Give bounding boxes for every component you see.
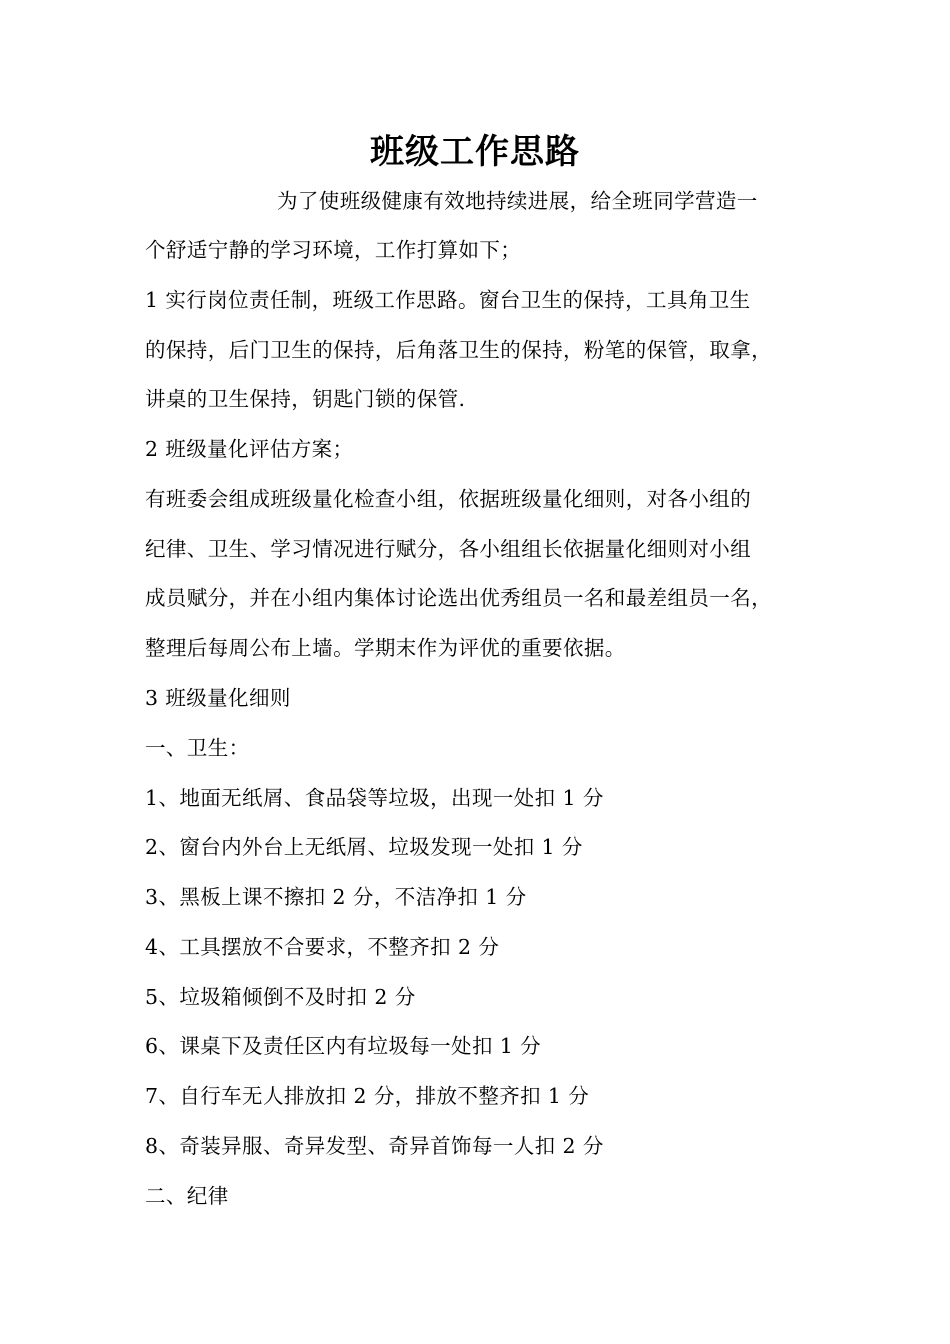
list-item: 4、工具摆放不合要求，不整齐扣 2 分: [145, 935, 500, 959]
section-heading: 2 班级量化评估方案；: [145, 437, 354, 461]
subsection-heading: 二、纪律: [145, 1184, 229, 1208]
list-item: 8、奇装异服、奇异发型、奇异首饰每一人扣 2 分: [145, 1134, 604, 1158]
list-item: 6、课桌下及责任区内有垃圾每一处扣 1 分: [145, 1034, 542, 1058]
paragraph-line: 讲桌的卫生保持，钥匙门锁的保管.: [145, 387, 466, 411]
paragraph-line: 有班委会组成班级量化检查小组，依据班级量化细则，对各小组的: [145, 487, 752, 511]
list-item: 2、窗台内外台上无纸屑、垃圾发现一处扣 1 分: [145, 835, 583, 859]
list-item: 7、自行车无人排放扣 2 分，排放不整齐扣 1 分: [145, 1084, 590, 1108]
document-title: 班级工作思路: [370, 132, 580, 172]
list-item: 1、地面无纸屑、食品袋等垃圾，出现一处扣 1 分: [145, 786, 604, 810]
section-heading: 3 班级量化细则: [145, 686, 291, 710]
paragraph-line: 纪律、卫生、学习情况进行赋分，各小组组长依据量化细则对小组: [145, 537, 752, 561]
paragraph-line: 整理后每周公布上墙。学期末作为评优的重要依据。: [145, 636, 626, 660]
paragraph-line: 的保持，后门卫生的保持，后角落卫生的保持，粉笔的保管，取拿，: [145, 338, 772, 362]
paragraph-line: 个舒适宁静的学习环境，工作打算如下；: [145, 238, 522, 262]
paragraph-line: 为了使班级健康有效地持续进展，给全班同学营造一: [277, 189, 758, 213]
list-item: 5、垃圾箱倾倒不及时扣 2 分: [145, 985, 416, 1009]
list-item: 3、黑板上课不擦扣 2 分，不洁净扣 1 分: [145, 885, 527, 909]
paragraph-line: 成员赋分，并在小组内集体讨论选出优秀组员一名和最差组员一名，: [145, 586, 772, 610]
paragraph-line: 1 实行岗位责任制，班级工作思路。窗台卫生的保持，工具角卫生: [145, 288, 751, 312]
subsection-heading: 一、卫生：: [145, 736, 250, 760]
